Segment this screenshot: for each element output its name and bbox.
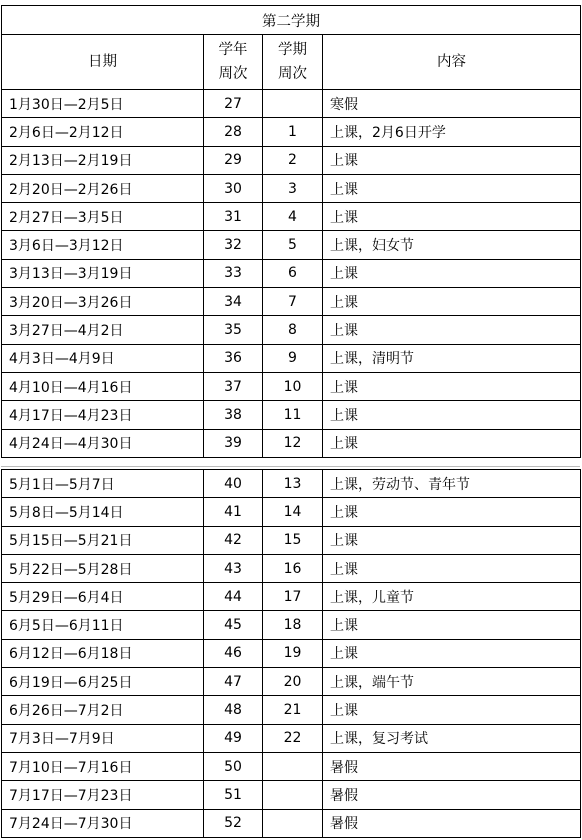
date-cell: 1月30日—2月5日: [2, 90, 204, 118]
school-week-cell: 50: [204, 752, 263, 780]
table-row: [2, 344, 581, 372]
table-row: [2, 781, 581, 809]
term-week-cell: 1: [263, 118, 323, 146]
term-week-cell: 8: [263, 316, 323, 344]
school-week-cell: 27: [204, 90, 263, 118]
content-cell: 上课，2月6日开学: [323, 118, 581, 146]
school-week-cell: 49: [204, 724, 263, 752]
header-term-week: [263, 35, 323, 90]
header-date: 日期: [2, 35, 204, 90]
term-week-cell: 6: [263, 259, 323, 287]
content-cell: 上课，妇女节: [323, 231, 581, 259]
table-row: [2, 498, 581, 526]
schedule-table-part2: [1, 469, 581, 838]
date-cell: 3月13日—3月19日: [2, 259, 204, 287]
schedule-table-part1: [1, 5, 581, 458]
content-cell: 上课，劳动节、青年节: [323, 470, 581, 498]
header-term-week-line2: 周次: [278, 66, 307, 82]
content-cell: 上课: [323, 526, 581, 554]
table-row: [2, 752, 581, 780]
date-cell: 7月3日—7月9日: [2, 724, 204, 752]
content-cell: 上课: [323, 146, 581, 174]
term-week-cell: 7: [263, 288, 323, 316]
table-body-part2: [2, 470, 581, 838]
table-row: [2, 583, 581, 611]
table-row: [2, 429, 581, 457]
term-week-cell: 15: [263, 526, 323, 554]
table-row: [2, 696, 581, 724]
content-cell: 上课: [323, 259, 581, 287]
table-row: [2, 231, 581, 259]
content-cell: 上课: [323, 696, 581, 724]
date-cell: 2月20日—2月26日: [2, 174, 204, 202]
date-cell: 7月24日—7月30日: [2, 809, 204, 837]
table-row: [2, 526, 581, 554]
term-week-cell: 4: [263, 203, 323, 231]
date-cell: 5月22日—5月28日: [2, 554, 204, 582]
content-cell: 上课，复习考试: [323, 724, 581, 752]
content-cell: 上课: [323, 174, 581, 202]
term-week-cell: 20: [263, 668, 323, 696]
date-cell: 3月6日—3月12日: [2, 231, 204, 259]
content-cell: 寒假: [323, 90, 581, 118]
school-week-cell: 28: [204, 118, 263, 146]
content-cell: 上课，儿童节: [323, 583, 581, 611]
term-week-cell: 9: [263, 344, 323, 372]
school-week-cell: 31: [204, 203, 263, 231]
table-row: [2, 118, 581, 146]
table-body-part1: [2, 90, 581, 458]
term-week-cell: [263, 781, 323, 809]
date-cell: 6月19日—6月25日: [2, 668, 204, 696]
date-cell: 6月12日—6月18日: [2, 639, 204, 667]
table-row: [2, 203, 581, 231]
header-school-week-line2: 周次: [218, 66, 248, 82]
school-week-cell: 35: [204, 316, 263, 344]
school-week-cell: 46: [204, 639, 263, 667]
term-week-cell: 18: [263, 611, 323, 639]
content-cell: 上课: [323, 203, 581, 231]
school-week-cell: 45: [204, 611, 263, 639]
content-cell: 上课: [323, 372, 581, 400]
term-week-cell: 12: [263, 429, 323, 457]
table-row: [2, 372, 581, 400]
table-row: [2, 724, 581, 752]
date-cell: 5月1日—5月7日: [2, 470, 204, 498]
term-week-cell: 2: [263, 146, 323, 174]
content-cell: 上课: [323, 554, 581, 582]
date-cell: 7月17日—7月23日: [2, 781, 204, 809]
table-row: [2, 90, 581, 118]
header-content: 内容: [323, 35, 581, 90]
content-cell: 上课: [323, 316, 581, 344]
table-row: [2, 146, 581, 174]
content-cell: 暑假: [323, 781, 581, 809]
term-week-cell: 3: [263, 174, 323, 202]
content-cell: 上课: [323, 288, 581, 316]
date-cell: 6月26日—7月2日: [2, 696, 204, 724]
date-cell: 5月29日—6月4日: [2, 583, 204, 611]
term-week-cell: 19: [263, 639, 323, 667]
table-row: [2, 554, 581, 582]
header-term-week-line1: 学期: [278, 42, 307, 58]
table-row: [2, 639, 581, 667]
content-cell: 上课: [323, 429, 581, 457]
school-week-cell: 41: [204, 498, 263, 526]
content-cell: 上课: [323, 401, 581, 429]
term-week-cell: 5: [263, 231, 323, 259]
school-week-cell: 34: [204, 288, 263, 316]
school-week-cell: 42: [204, 526, 263, 554]
school-week-cell: 32: [204, 231, 263, 259]
content-cell: 上课: [323, 639, 581, 667]
date-cell: 2月27日—3月5日: [2, 203, 204, 231]
school-week-cell: 37: [204, 372, 263, 400]
term-week-cell: 14: [263, 498, 323, 526]
term-week-cell: 22: [263, 724, 323, 752]
school-week-cell: 33: [204, 259, 263, 287]
term-week-cell: 11: [263, 401, 323, 429]
table-row: [2, 611, 581, 639]
term-week-cell: [263, 809, 323, 837]
school-week-cell: 52: [204, 809, 263, 837]
table-row: [2, 259, 581, 287]
table-row: [2, 401, 581, 429]
date-cell: 2月6日—2月12日: [2, 118, 204, 146]
header-row: [2, 35, 581, 90]
date-cell: 3月20日—3月26日: [2, 288, 204, 316]
school-week-cell: 36: [204, 344, 263, 372]
term-week-cell: 16: [263, 554, 323, 582]
term-week-cell: 17: [263, 583, 323, 611]
term-week-cell: 13: [263, 470, 323, 498]
content-cell: 暑假: [323, 809, 581, 837]
date-cell: 4月24日—4月30日: [2, 429, 204, 457]
date-cell: 7月10日—7月16日: [2, 752, 204, 780]
table-row: [2, 174, 581, 202]
table-row: [2, 288, 581, 316]
school-week-cell: 40: [204, 470, 263, 498]
term-week-cell: [263, 90, 323, 118]
table-row: [2, 470, 581, 498]
content-cell: 上课: [323, 611, 581, 639]
content-cell: 上课，清明节: [323, 344, 581, 372]
school-week-cell: 39: [204, 429, 263, 457]
date-cell: 5月8日—5月14日: [2, 498, 204, 526]
school-week-cell: 29: [204, 146, 263, 174]
term-week-cell: [263, 752, 323, 780]
date-cell: 4月17日—4月23日: [2, 401, 204, 429]
date-cell: 3月27日—4月2日: [2, 316, 204, 344]
header-school-week: [204, 35, 263, 90]
table-row: [2, 668, 581, 696]
date-cell: 4月10日—4月16日: [2, 372, 204, 400]
school-week-cell: 38: [204, 401, 263, 429]
school-week-cell: 47: [204, 668, 263, 696]
school-week-cell: 43: [204, 554, 263, 582]
school-week-cell: 48: [204, 696, 263, 724]
term-week-cell: 10: [263, 372, 323, 400]
content-cell: 暑假: [323, 752, 581, 780]
term-week-cell: 21: [263, 696, 323, 724]
date-cell: 5月15日—5月21日: [2, 526, 204, 554]
date-cell: 2月13日—2月19日: [2, 146, 204, 174]
table-title: 第二学期: [2, 6, 581, 35]
header-school-week-line1: 学年: [218, 42, 248, 58]
date-cell: 6月5日—6月11日: [2, 611, 204, 639]
school-week-cell: 51: [204, 781, 263, 809]
page-break-divider: [1, 458, 580, 467]
table-row: [2, 316, 581, 344]
school-week-cell: 44: [204, 583, 263, 611]
content-cell: 上课: [323, 498, 581, 526]
date-cell: 4月3日—4月9日: [2, 344, 204, 372]
school-week-cell: 30: [204, 174, 263, 202]
table-row: [2, 809, 581, 837]
content-cell: 上课，端午节: [323, 668, 581, 696]
